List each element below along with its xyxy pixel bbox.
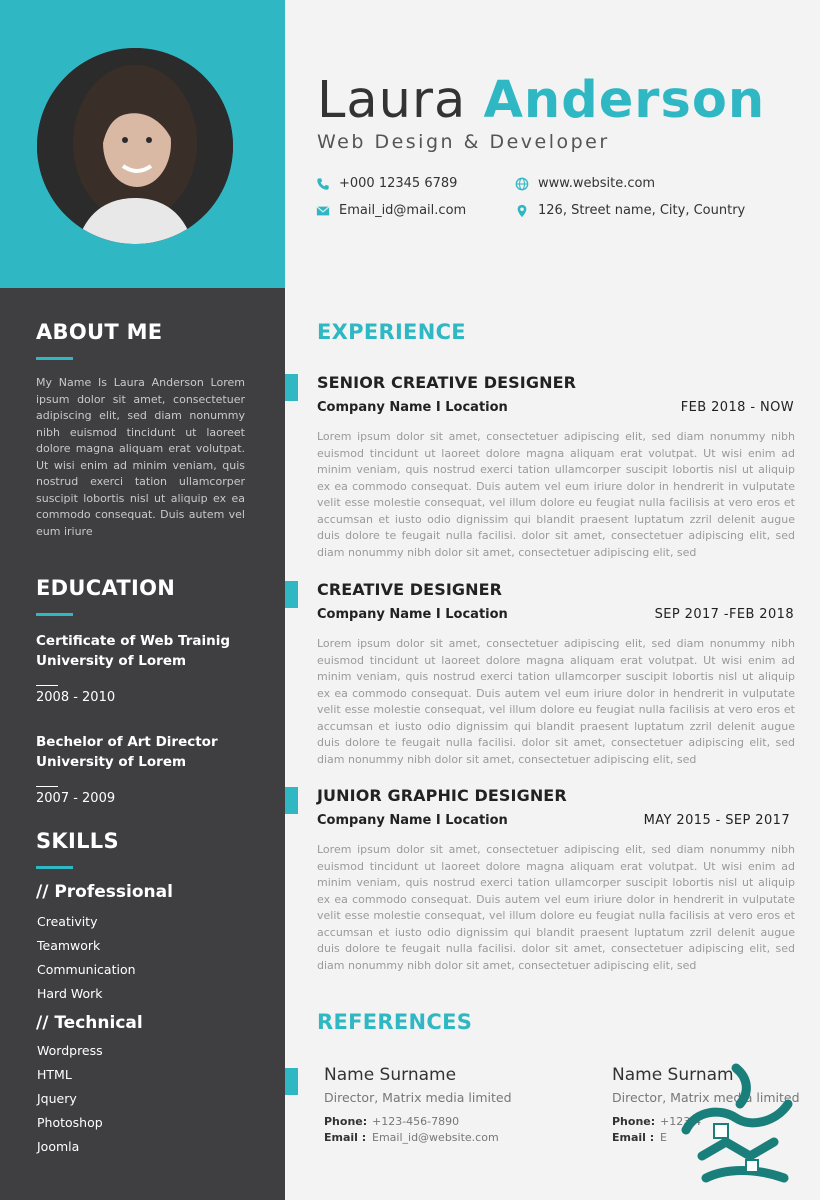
skills-heading: SKILLS [36,829,119,853]
contact-website [515,176,655,191]
education-school: University of Lorem [36,653,187,669]
reference-card [324,1065,514,1144]
reference-phone-label: Phone: [324,1115,368,1128]
reference-email[interactable]: Email_id@website.com [372,1131,499,1144]
email-address[interactable]: Email_id@mail.com [339,203,467,218]
experience-heading: EXPERIENCE [317,320,466,344]
job-marker [285,787,298,814]
skill-item: Joomla [37,1139,80,1154]
skills-underline [36,866,73,869]
reference-phone[interactable]: +123-4 [660,1115,702,1128]
education-years: 2008 - 2010 [36,690,116,705]
reference-email-label: Email : [324,1131,367,1144]
skill-item: Jquery [37,1091,77,1106]
contact-address [515,203,745,218]
education-item [36,732,266,806]
education-divider [36,786,58,787]
contact-email [316,203,466,218]
envelope-icon [316,204,330,218]
job-title: JUNIOR GRAPHIC DESIGNER [317,786,567,805]
reference-role: Director, Matrix media limited [612,1090,800,1105]
professional-skills-heading: // Professional [36,882,173,902]
skill-item: HTML [37,1067,72,1082]
job-date: FEB 2018 - NOW [680,400,794,415]
about-text: My Name Is Laura Anderson Lorem ipsum dolor sit amet, consectetuer adipiscing elit, sed diam nonummy nibh euismod tincidunt ut laoreet dolore magna aliquam erat volutpat. Ut wisi enim ad minim veniam, quis nostrud exerci tation ullamcorper suscipit lobortis nisl ut aliquip ex ea commodo consequat. Duis autem vel eum iriure [36,376,245,538]
profile-photo-image [37,48,233,244]
phone-number[interactable]: +000 12345 6789 [339,176,458,191]
job-company: Company Name I Location [317,400,508,415]
skill-item: Creativity [37,914,98,929]
reference-name: Name Surname [324,1065,457,1085]
skill-item: Hard Work [37,986,103,1001]
references-heading: REFERENCES [317,1010,473,1034]
job-marker [285,374,298,401]
reference-marker [285,1068,298,1095]
reference-email-row [324,1131,514,1144]
job-description: Lorem ipsum dolor sit amet, consectetuer adipiscing elit, sed diam nonummy nibh euismod tincidunt ut laoreet dolore magna aliquam erat volutpat. Ut wisi enim ad minim veniam, quis nostrud exerci tation ullamcorper suscipit lobortis nisl ut aliquip ex ea commodo consequat. Duis autem vel eum iriure dolor in hendrerit in vulputate velit esse molestie consequat, vel illum dolore eu feugiat nulla facilisis at vero eros et accumsan et iusto odio dignissim qui blandit praesent luptatum zzril delenit augue duis dolore te feugait nulla facilisi. dolor sit amet, consectetuer adipiscing elit, sed diam nonummy nibh dolor sit amet, consectetuer adipiscing elit, sed [317,843,795,972]
job-title-subtitle: Web Design & Developer [317,131,610,153]
about-heading: ABOUT ME [36,320,163,344]
education-underline [36,613,73,616]
map-pin-icon [515,204,529,218]
job-company: Company Name I Location [317,607,508,622]
profile-photo [37,48,233,244]
globe-icon [515,177,529,191]
education-item [36,631,266,705]
job-title: CREATIVE DESIGNER [317,580,503,599]
skill-item: Wordpress [37,1043,103,1058]
contact-phone [316,176,457,191]
first-name: Laura [317,71,467,130]
street-address: 126, Street name, City, Country [538,203,746,218]
job-date: SEP 2017 -FEB 2018 [654,607,794,622]
education-school: University of Lorem [36,754,187,770]
job-date: MAY 2015 - SEP 2017 [643,813,790,828]
watermark-logo [666,1060,806,1190]
reference-name: Name Surnam [612,1065,734,1085]
reference-role: Director, Matrix media limited [324,1090,512,1105]
job-company: Company Name I Location [317,813,508,828]
job-description: Lorem ipsum dolor sit amet, consectetuer adipiscing elit, sed diam nonummy nibh euismod tincidunt ut laoreet dolore magna aliquam erat volutpat. Ut wisi enim ad minim veniam, quis nostrud exerci tation ullamcorper suscipit lobortis nisl ut aliquip ex ea commodo consequat. Duis autem vel eum iriure dolor in hendrerit in vulputate velit esse molestie consequat, vel illum dolore eu feugiat nulla facilisis at vero eros et accumsan et iusto odio dignissim qui blandit praesent luptatum zzril delenit augue duis dolore te feugait nulla facilisi. dolor sit amet, consectetuer adipiscing elit, sed diam nonummy nibh dolor sit amet, consectetuer adipiscing elit, sed [317,637,795,766]
last-name: Anderson [483,71,766,130]
job-title: SENIOR CREATIVE DESIGNER [317,373,577,392]
education-degree: Certificate of Web Trainig [36,633,231,649]
skill-item: Teamwork [37,938,101,953]
education-heading: EDUCATION [36,576,176,600]
website-url[interactable]: www.website.com [538,176,656,191]
education-degree: Bechelor of Art Director [36,734,218,750]
reference-phone-row [324,1115,514,1128]
reference-phone-label: Phone: [612,1115,656,1128]
education-divider [36,685,58,686]
job-marker [285,581,298,608]
education-years: 2007 - 2009 [36,791,116,806]
reference-email[interactable]: E [660,1131,667,1144]
job-description: Lorem ipsum dolor sit amet, consectetuer adipiscing elit, sed diam nonummy nibh euismod tincidunt ut laoreet dolore magna aliquam erat volutpat. Ut wisi enim ad minim veniam, quis nostrud exerci tation ullamcorper suscipit lobortis nisl ut aliquip ex ea commodo consequat. Duis autem vel eum iriure dolor in hendrerit in vulputate velit esse molestie consequat, vel illum dolore eu feugiat nulla facilisis at vero eros et accumsan et iusto odio dignissim qui blandit praesent luptatum zzril delenit augue duis dolore te feugait nulla facilisi. dolor sit amet, consectetuer adipiscing elit, sed diam nonummy nibh dolor sit amet, consectetuer adipiscing elit, sed [317,430,795,559]
reference-email-label: Email : [612,1131,655,1144]
reference-phone[interactable]: +123-456-7890 [372,1115,460,1128]
technical-skills-heading: // Technical [36,1013,143,1033]
phone-icon [316,177,330,191]
about-underline [36,357,73,360]
skill-item: Communication [37,962,136,977]
skill-item: Photoshop [37,1115,103,1130]
full-name [317,66,765,136]
